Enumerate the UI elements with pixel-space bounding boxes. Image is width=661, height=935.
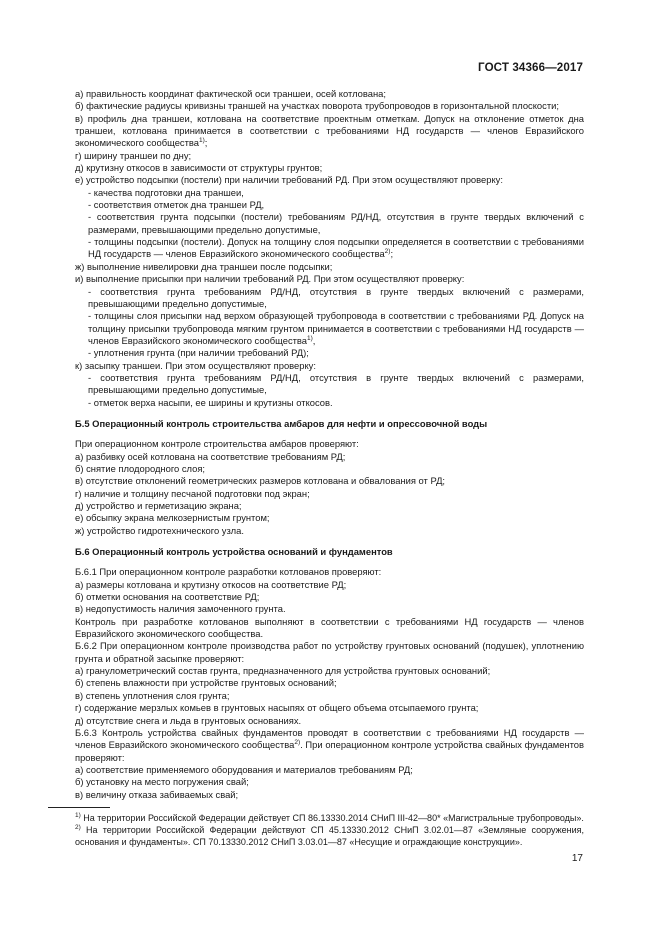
paragraph-text: - толщины подсыпки (постели). Допуск на толщину слоя подсыпки определяется в соответствии с требованиями НД государств — членов Евразийского экономического сообщества xyxy=(88,236,584,260)
text-paragraph xyxy=(48,475,584,487)
text-paragraph xyxy=(48,261,584,273)
paragraph-text: При операционном контроле строительства амбаров проверяют: xyxy=(75,438,359,450)
paragraph-text: а) размеры котлована и крутизну откосов на соответствие РД; xyxy=(75,578,347,590)
text-paragraph xyxy=(48,677,584,689)
footnote-text: На территории Российской Федерации действуют СП 45.13330.2012 СНиП 3.02.01—87 «Земляные сооружения, основания и фундаменты». СП 70.13330.2012 СНиП 3.03.01—87 «Несущие и ограждающие конструкции». xyxy=(75,824,584,847)
paragraph-text: Б.6.1 При операционном контроле разработки котлованов проверяют: xyxy=(75,566,382,578)
paragraph-text: д) отсутствие снега и льда в грунтовых основаниях. xyxy=(75,714,302,726)
text-paragraph xyxy=(48,438,584,450)
text-paragraph xyxy=(48,566,584,578)
footnote xyxy=(48,825,584,849)
text-paragraph xyxy=(48,640,584,665)
paragraph-text: в) профиль дна траншеи, котлована на соответствие проектным отметкам. Допуск на отклонение отметок дна траншеи, котлована принимается в соответствии с требованиями НД государств — членов Евразийского экономического сообщества xyxy=(75,112,584,149)
paragraph-text: ж) устройство гидротехнического узла. xyxy=(75,524,244,536)
paragraph-text: в) отсутствие отклонений геометрических размеров котлована и обвалования от РД; xyxy=(75,475,446,487)
paragraph-text: - отметок верха насыпи, ее ширины и крутизны откосов. xyxy=(88,396,333,408)
paragraph-text: Б.5 Операционный контроль строительства амбаров для нефти и опрессовочной воды xyxy=(75,417,488,429)
paragraph-text: к) засыпку траншеи. При этом осуществляют проверку: xyxy=(75,359,316,371)
text-paragraph xyxy=(48,273,584,285)
text-paragraph xyxy=(48,211,584,236)
footnote-reference: 2) xyxy=(384,248,391,256)
section-heading xyxy=(48,546,584,558)
paragraph-text: б) снятие плодородного слоя; xyxy=(75,462,206,474)
text-paragraph xyxy=(48,702,584,714)
text-paragraph xyxy=(48,347,584,359)
paragraph-text: а) разбивку осей котлована на соответствие требованиям РД; xyxy=(75,450,346,462)
footnote-reference: 1) xyxy=(307,334,313,342)
paragraph-text: в) степень уплотнения слоя грунта; xyxy=(75,689,230,701)
text-paragraph xyxy=(48,616,584,641)
text-paragraph xyxy=(48,310,584,347)
paragraph-text: б) установку на место погружения свай; xyxy=(75,776,249,788)
paragraph-text: - соответствия грунта требованиям РД/НД, отсутствия в грунте твердых включений с размерами, превышающими предельно допустимые, xyxy=(88,371,584,396)
footnote-mark: 2) xyxy=(75,823,81,831)
text-paragraph xyxy=(48,665,584,677)
text-paragraph xyxy=(48,727,584,764)
footnote-mark: 1) xyxy=(75,811,81,819)
text-paragraph xyxy=(48,591,584,603)
text-paragraph xyxy=(48,113,584,150)
text-paragraph xyxy=(48,512,584,524)
paragraph-text: б) фактические радиусы кривизны траншей на участках поворота трубопроводов в горизонтальной плоскости; xyxy=(75,100,559,112)
paragraph-text-continued: , xyxy=(312,334,316,346)
footnote-reference: 1) xyxy=(199,137,205,145)
text-paragraph xyxy=(48,603,584,615)
paragraph-text: г) ширину траншеи по дну; xyxy=(75,149,192,161)
text-paragraph xyxy=(48,150,584,162)
paragraph-text: а) соответствие применяемого оборудования и материалов требованиям РД; xyxy=(75,763,413,775)
paragraph-text: ж) выполнение нивелировки дна траншеи после подсыпки; xyxy=(75,260,333,272)
page-number: 17 xyxy=(571,853,583,864)
paragraph-text: - соответствия отметок дна траншеи РД, xyxy=(88,199,265,211)
paragraph-text: Б.6 Операционный контроль устройства оснований и фундаментов xyxy=(75,546,393,558)
paragraph-text: е) обсыпку экрана мелкозернистым грунтом; xyxy=(75,512,270,524)
text-paragraph xyxy=(48,463,584,475)
paragraph-text: д) крутизну откосов в зависимости от структуры грунтов; xyxy=(75,162,323,174)
paragraph-text: - соответствия грунта требованиям РД/НД, отсутствия в грунте твердых включений с размерами, превышающими предельно допустимые, xyxy=(88,285,584,309)
text-paragraph xyxy=(48,100,584,112)
text-paragraph xyxy=(48,236,584,261)
paragraph-text: - уплотнения грунта (при наличии требований РД); xyxy=(88,347,309,359)
paragraph-text-continued: ; xyxy=(390,248,394,260)
paragraph-text: е) устройство подсыпки (постели) при наличии требований РД. При этом осуществляют проверку: xyxy=(75,174,503,186)
paragraph-text: б) отметки основания на соответствие РД; xyxy=(75,591,260,603)
paragraph-text: г) содержание мерзлых комьев в грунтовых насыпях от общего объема отсыпаемого грунта; xyxy=(75,702,479,714)
text-paragraph xyxy=(48,174,584,186)
paragraph-text: и) выполнение присыпки при наличии требований РД. При этом осуществляют проверку: xyxy=(75,273,465,285)
paragraph-text: а) гранулометрический состав грунта, предназначенного для устройства грунтовых оснований; xyxy=(75,665,491,677)
footnote-reference: 2) xyxy=(294,739,301,747)
paragraph-text: г) наличие и толщину песчаной подготовки под экран; xyxy=(75,487,310,499)
text-paragraph xyxy=(48,360,584,372)
text-paragraph xyxy=(48,764,584,776)
paragraph-text: - соответствия грунта подсыпки (постели) требованиям РД/НД, отсутствия в грунте твердых включений с размерами, превышающими предельно допустимые, xyxy=(88,211,584,235)
text-paragraph xyxy=(48,488,584,500)
text-paragraph xyxy=(48,372,584,397)
paragraph-text: б) степень влажности при устройстве грунтовых оснований; xyxy=(75,677,337,689)
paragraph-text: Б.6.2 При операционном контроле производства работ по устройству грунтовых оснований (подушек), уплотнению грунта и обратной засыпке проверяют: xyxy=(75,640,584,664)
text-paragraph xyxy=(48,525,584,537)
text-paragraph xyxy=(48,579,584,591)
paragraph-text: Контроль при разработке котлованов выполняют в соответствии с требованиями НД государств — членов Евразийского экономического сообщества. xyxy=(75,615,584,640)
text-paragraph xyxy=(48,451,584,463)
footnote-separator xyxy=(48,807,110,808)
paragraph-text-continued: ; xyxy=(204,137,208,149)
paragraph-text: Б.6.3 Контроль устройства свайных фундаментов проводят в соответствии с требованиями НД государств — членов Евразийского экономического сообщества xyxy=(75,726,584,751)
text-paragraph xyxy=(48,187,584,199)
text-paragraph xyxy=(48,88,584,100)
text-paragraph xyxy=(48,690,584,702)
text-paragraph xyxy=(48,776,584,788)
paragraph-text: - качества подготовки дна траншеи, xyxy=(88,186,244,198)
paragraph-text-continued: . При операционном контроле устройства свайных фундаментов проверяют: xyxy=(75,739,585,763)
text-paragraph xyxy=(48,397,584,409)
paragraph-text: a) правильность координат фактической оси траншеи, осей котлована; xyxy=(75,88,386,99)
document-body xyxy=(48,88,584,848)
paragraph-text: в) величину отказа забиваемых свай; xyxy=(75,788,239,800)
text-paragraph xyxy=(48,199,584,211)
text-paragraph xyxy=(48,500,584,512)
text-paragraph xyxy=(48,715,584,727)
text-paragraph xyxy=(48,286,584,311)
footnote-text: На территории Российской Федерации действует СП 86.13330.2014 СНиП III-42—80* «Магистральные трубопроводы». xyxy=(80,812,584,823)
text-paragraph xyxy=(48,789,584,801)
text-paragraph xyxy=(48,162,584,174)
section-heading xyxy=(48,418,584,430)
paragraph-text: в) недопустимость наличия замоченного грунта. xyxy=(75,603,286,615)
standard-code-header: ГОСТ 34366—2017 xyxy=(478,61,583,74)
paragraph-text: д) устройство и герметизацию экрана; xyxy=(75,500,242,511)
paragraph-text: - толщины слоя присыпки над верхом образующей трубопровода в соответствии с требованиями РД. Допуск на толщину присыпки трубопровода мягким грунтом принимается в соответствии с требованиями НД государств — членов Евразийского экономического сообщества xyxy=(88,310,584,346)
footnote xyxy=(48,813,584,825)
